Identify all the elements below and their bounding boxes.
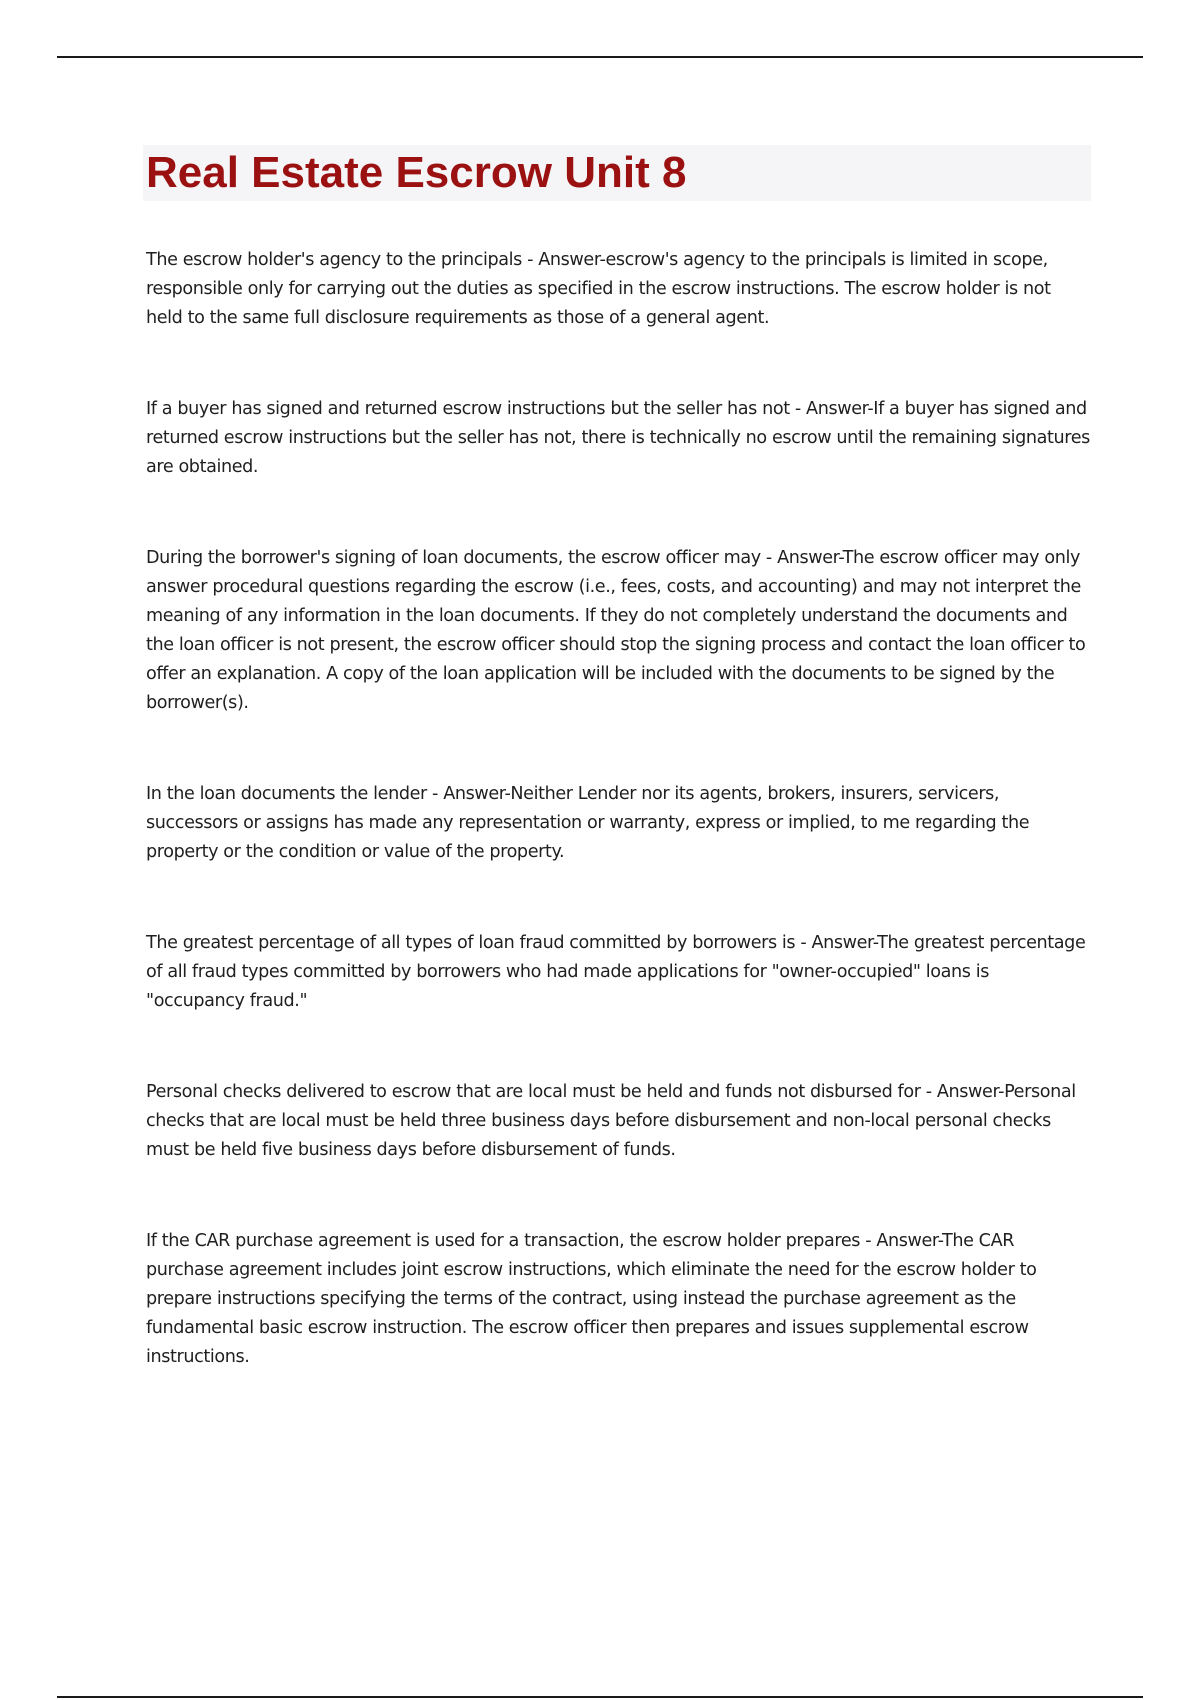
footer-rule: [57, 1696, 1143, 1698]
qa-item: During the borrower's signing of loan documents, the escrow officer may - Answer-The escrow officer may only answer procedural questions regarding the escrow (i.e., fees, costs, and accounting) and may not interpret the meaning of any information in the loan documents. If they do not completely understand the documents and the loan officer is not present, the escrow officer should stop the signing process and contact the loan officer to offer an explanation. A copy of the loan application will be included with the documents to be signed by the borrower(s).: [146, 548, 1086, 713]
header-rule: [57, 56, 1143, 58]
page-title: Real Estate Escrow Unit 8: [146, 148, 687, 197]
qa-item: The greatest percentage of all types of loan fraud committed by borrowers is - Answer-The greatest percentage of all fraud types committed by borrowers who had made applications for "owner-occupied" loans is "occupancy fraud.": [146, 933, 1086, 1011]
qa-item: Personal checks delivered to escrow that are local must be held and funds not disbursed for - Answer-Personal checks that are local must be held three business days before disbursement and non-local personal checks must be held five business days before disbursement of funds.: [146, 1082, 1076, 1160]
qa-item: In the loan documents the lender - Answer-Neither Lender nor its agents, brokers, insurers, servicers, successors or assigns has made any representation or warranty, express or implied, to me regarding the property or the condition or value of the property.: [146, 784, 1030, 862]
qa-item: The escrow holder's agency to the principals - Answer-escrow's agency to the principals is limited in scope, responsible only for carrying out the duties as specified in the escrow instructions. The escrow holder is not held to the same full disclosure requirements as those of a general agent.: [146, 250, 1051, 328]
qa-item: If the CAR purchase agreement is used for a transaction, the escrow holder prepares - Answer-The CAR purchase agreement includes joint escrow instructions, which eliminate the need for the escrow holder to prepare instructions specifying the terms of the contract, using instead the purchase agreement as the fundamental basic escrow instruction. The escrow officer then prepares and issues supplemental escrow instructions.: [146, 1231, 1037, 1367]
qa-item: If a buyer has signed and returned escrow instructions but the seller has not - Answer-If a buyer has signed and returned escrow instructions but the seller has not, there is technically no escrow until the remaining signatures are obtained.: [146, 399, 1090, 477]
qa-list: [146, 246, 1090, 1434]
